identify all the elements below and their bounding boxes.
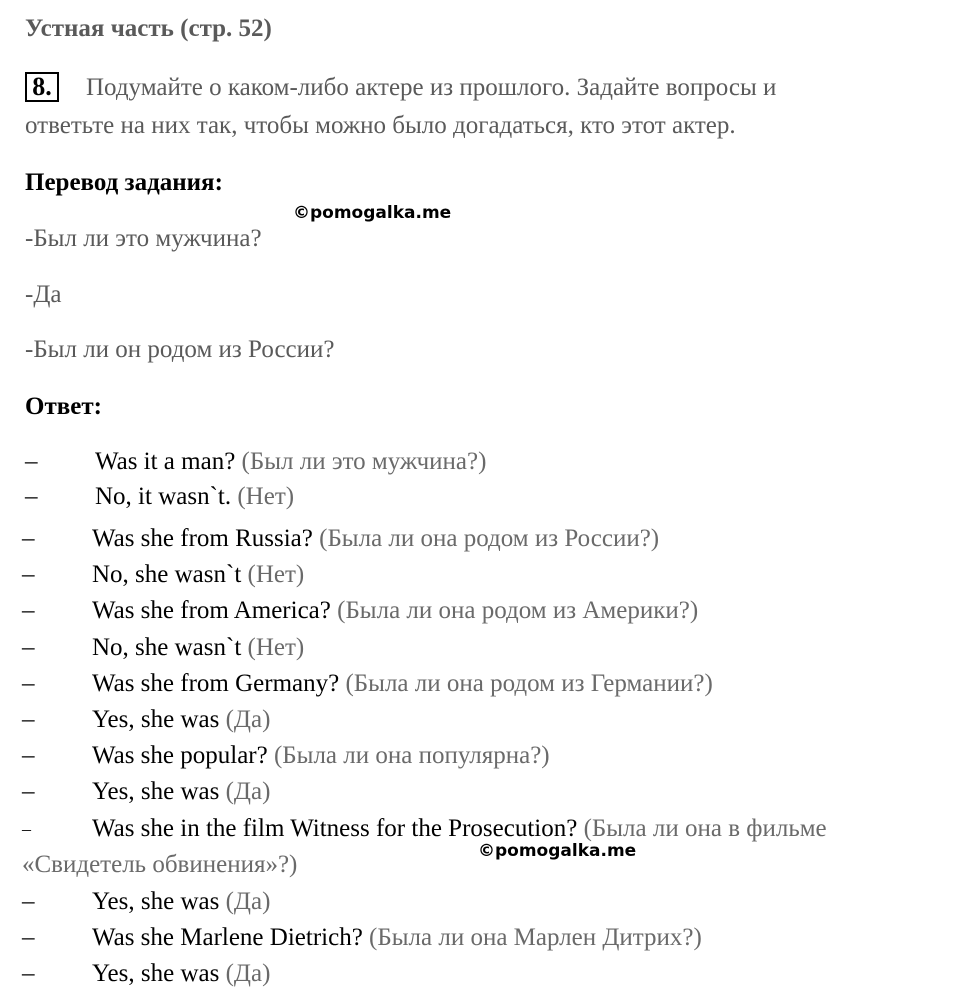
answer-ru: (Нет) (247, 561, 305, 588)
answer-ru: (Была ли она Марлен Дитрих?) (369, 924, 702, 951)
answer-heading: Ответ: (25, 393, 102, 420)
task-text-line1: Подумайте о каком-либо актере из прошлого. Задайте вопросы и (86, 74, 777, 101)
list-item (92, 597, 698, 625)
list-dash: – (22, 706, 35, 733)
answer-en: Yes, she was (92, 778, 226, 805)
list-item (92, 670, 713, 698)
list-dash: – (22, 924, 35, 951)
answer-en: No, it wasn`t. (95, 483, 238, 510)
answer-ru: «Свидетель обвинения»?) (22, 851, 298, 878)
list-item (92, 888, 270, 916)
list-dash: – (22, 819, 31, 839)
list-dash: – (22, 742, 35, 769)
answer-ru: (Да) (225, 706, 271, 733)
answer-en: Was it a man? (95, 448, 242, 475)
list-item (92, 815, 827, 843)
answer-en: Was she Marlene Dietrich? (92, 924, 370, 951)
answer-ru: (Был ли это мужчина?) (241, 448, 487, 475)
translation-line: -Да (25, 281, 62, 308)
list-dash: – (22, 960, 35, 987)
task-text-line2: ответьте на них так, чтобы можно было догадаться, кто этот актер. (25, 112, 736, 139)
answer-ru: (Была ли она родом из Америки?) (337, 597, 699, 624)
answer-ru: (Да) (225, 960, 271, 987)
translation-line: -Был ли он родом из России? (25, 336, 335, 363)
answer-ru: (Была ли она популярна?) (273, 742, 550, 769)
list-item (92, 561, 304, 589)
watermark-bottom: ©pomogalka.me (478, 841, 637, 861)
answer-ru: (Была ли она в фильме (583, 815, 827, 842)
answer-ru: (Да) (225, 778, 271, 805)
translation-line: -Был ли это мужчина? (25, 225, 262, 252)
list-item (92, 634, 304, 662)
list-item (95, 483, 294, 511)
answer-en: Was she from Russia? (92, 525, 320, 552)
task-number: 8. (25, 72, 59, 102)
list-dash: – (25, 448, 38, 475)
answer-ru: (Нет) (247, 634, 305, 661)
answer-en: Yes, she was (92, 888, 226, 915)
list-dash: – (22, 888, 35, 915)
answer-en: Was she popular? (92, 742, 274, 769)
answer-en: No, she wasn`t (92, 561, 248, 588)
answer-ru: (Была ли она родом из Германии?) (345, 670, 713, 697)
list-item (92, 525, 659, 553)
list-dash: – (25, 483, 38, 510)
list-dash: – (22, 634, 35, 661)
watermark-top: ©pomogalka.me (293, 203, 452, 223)
answer-en: Was she from America? (92, 597, 338, 624)
answer-en: Yes, she was (92, 960, 226, 987)
list-item (92, 924, 702, 952)
list-dash: – (22, 778, 35, 805)
answer-en: No, she wasn`t (92, 634, 248, 661)
list-item (92, 778, 270, 806)
list-dash: – (22, 670, 35, 697)
list-item (92, 960, 270, 988)
translation-heading: Перевод задания: (25, 169, 223, 196)
list-item (92, 742, 550, 770)
list-dash: – (22, 525, 35, 552)
answer-ru: (Нет) (237, 483, 295, 510)
list-dash: – (22, 561, 35, 588)
answer-ru: (Была ли она родом из России?) (319, 525, 660, 552)
list-item (92, 706, 270, 734)
list-dash: – (22, 597, 35, 624)
answer-ru: (Да) (225, 888, 271, 915)
answer-en: Yes, she was (92, 706, 226, 733)
answer-en: Was she in the film Witness for the Prosecution? (92, 815, 584, 842)
list-item-continuation (22, 851, 297, 879)
page-title: Устная часть (стр. 52) (25, 15, 272, 42)
answer-en: Was she from Germany? (92, 670, 346, 697)
list-item (95, 448, 486, 476)
